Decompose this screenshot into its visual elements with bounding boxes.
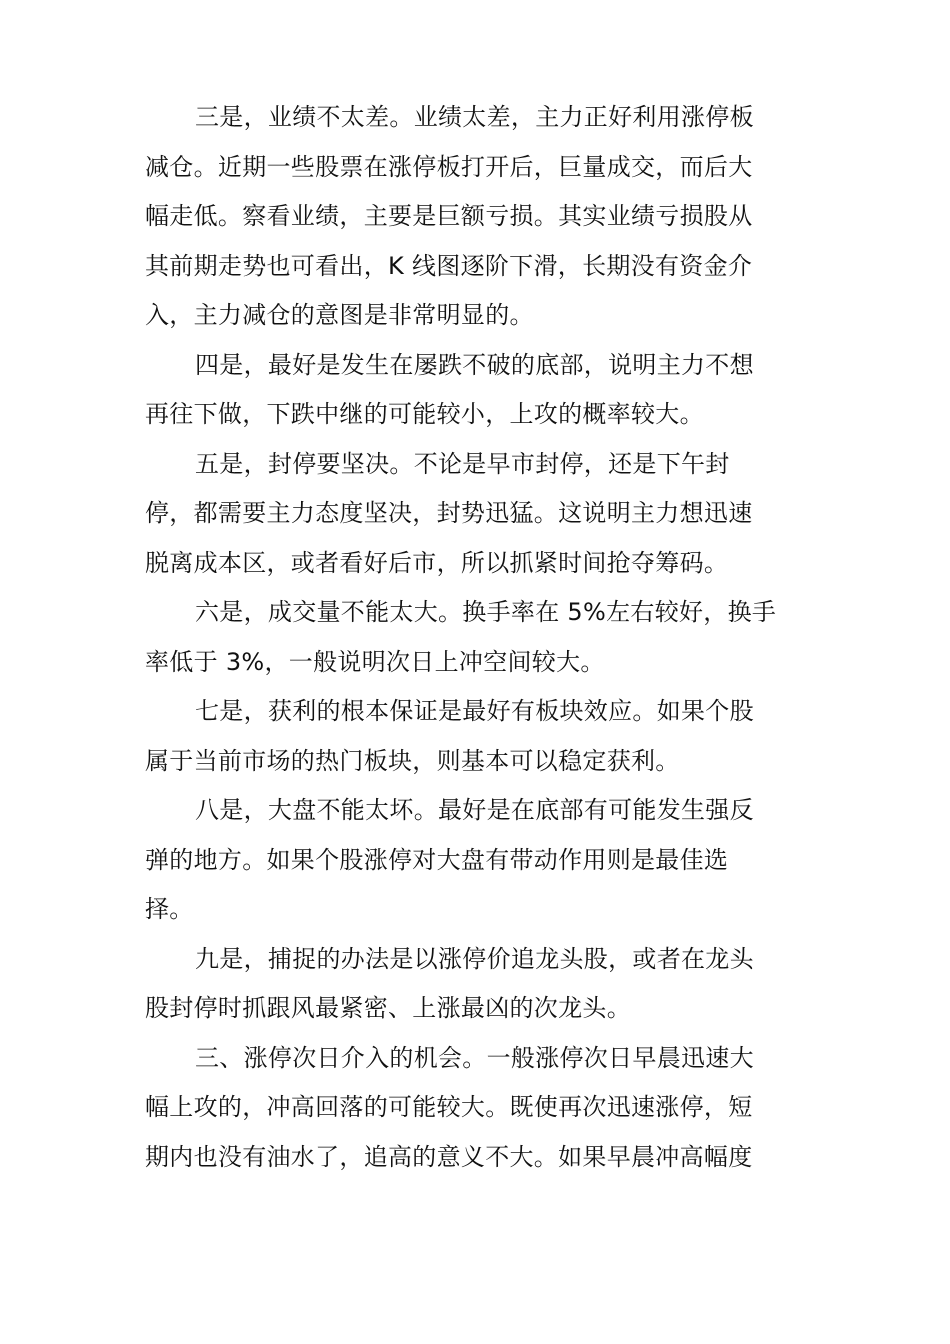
paragraph-line: 九是，捕捉的办法是以涨停价追龙头股，或者在龙头 <box>195 944 754 973</box>
paragraph-line: 减仓。近期一些股票在涨停板打开后，巨量成交，而后大 <box>145 152 753 181</box>
paragraph-line: 择。 <box>145 895 194 923</box>
paragraph-line: 停，都需要主力态度坚决，封势迅猛。这说明主力想迅速 <box>145 499 753 527</box>
paragraph-line: 再往下做，下跌中继的可能较小，上攻的概率较大。 <box>145 400 704 428</box>
paragraph-line: 幅走低。察看业绩，主要是巨额亏损。其实业绩亏损股从 <box>145 202 753 230</box>
paragraph-line: 三、涨停次日介入的机会。一般涨停次日早晨迅速大 <box>195 1043 754 1072</box>
document-body <box>145 93 805 1182</box>
paragraph-line: 五是，封停要坚决。不论是早市封停，还是下午封 <box>195 449 730 478</box>
paragraph-line: 三是，业绩不太差。业绩太差，主力正好利用涨停板 <box>195 103 754 131</box>
paragraph-line: 期内也没有油水了，追高的意义不大。如果早晨冲高幅度 <box>145 1142 753 1171</box>
paragraph-line: 其前期走势也可看出，K 线图逐阶下滑，长期没有资金介 <box>145 251 753 280</box>
paragraph-line: 六是，成交量不能太大。换手率在 5%左右较好，换手 <box>195 598 777 626</box>
paragraph-line: 四是，最好是发生在屡跌不破的底部，说明主力不想 <box>195 350 754 379</box>
paragraph-line: 脱离成本区，或者看好后市，所以抓紧时间抢夺筹码。 <box>145 548 729 577</box>
paragraph-line: 股封停时抓跟风最紧密、上涨最凶的次龙头。 <box>145 994 631 1022</box>
paragraph-line: 弹的地方。如果个股涨停对大盘有带动作用则是最佳选 <box>145 845 729 874</box>
paragraph-line: 率低于 3%，一般说明次日上冲空间较大。 <box>145 647 605 676</box>
paragraph-line: 入，主力减仓的意图是非常明显的。 <box>145 301 534 329</box>
paragraph-line: 八是，大盘不能太坏。最好是在底部有可能发生强反 <box>195 796 754 824</box>
paragraph-line: 属于当前市场的热门板块，则基本可以稳定获利。 <box>145 746 680 775</box>
paragraph-line: 七是，获利的根本保证是最好有板块效应。如果个股 <box>195 697 754 725</box>
paragraph-line: 幅上攻的，冲高回落的可能较大。既使再次迅速涨停，短 <box>145 1093 753 1121</box>
